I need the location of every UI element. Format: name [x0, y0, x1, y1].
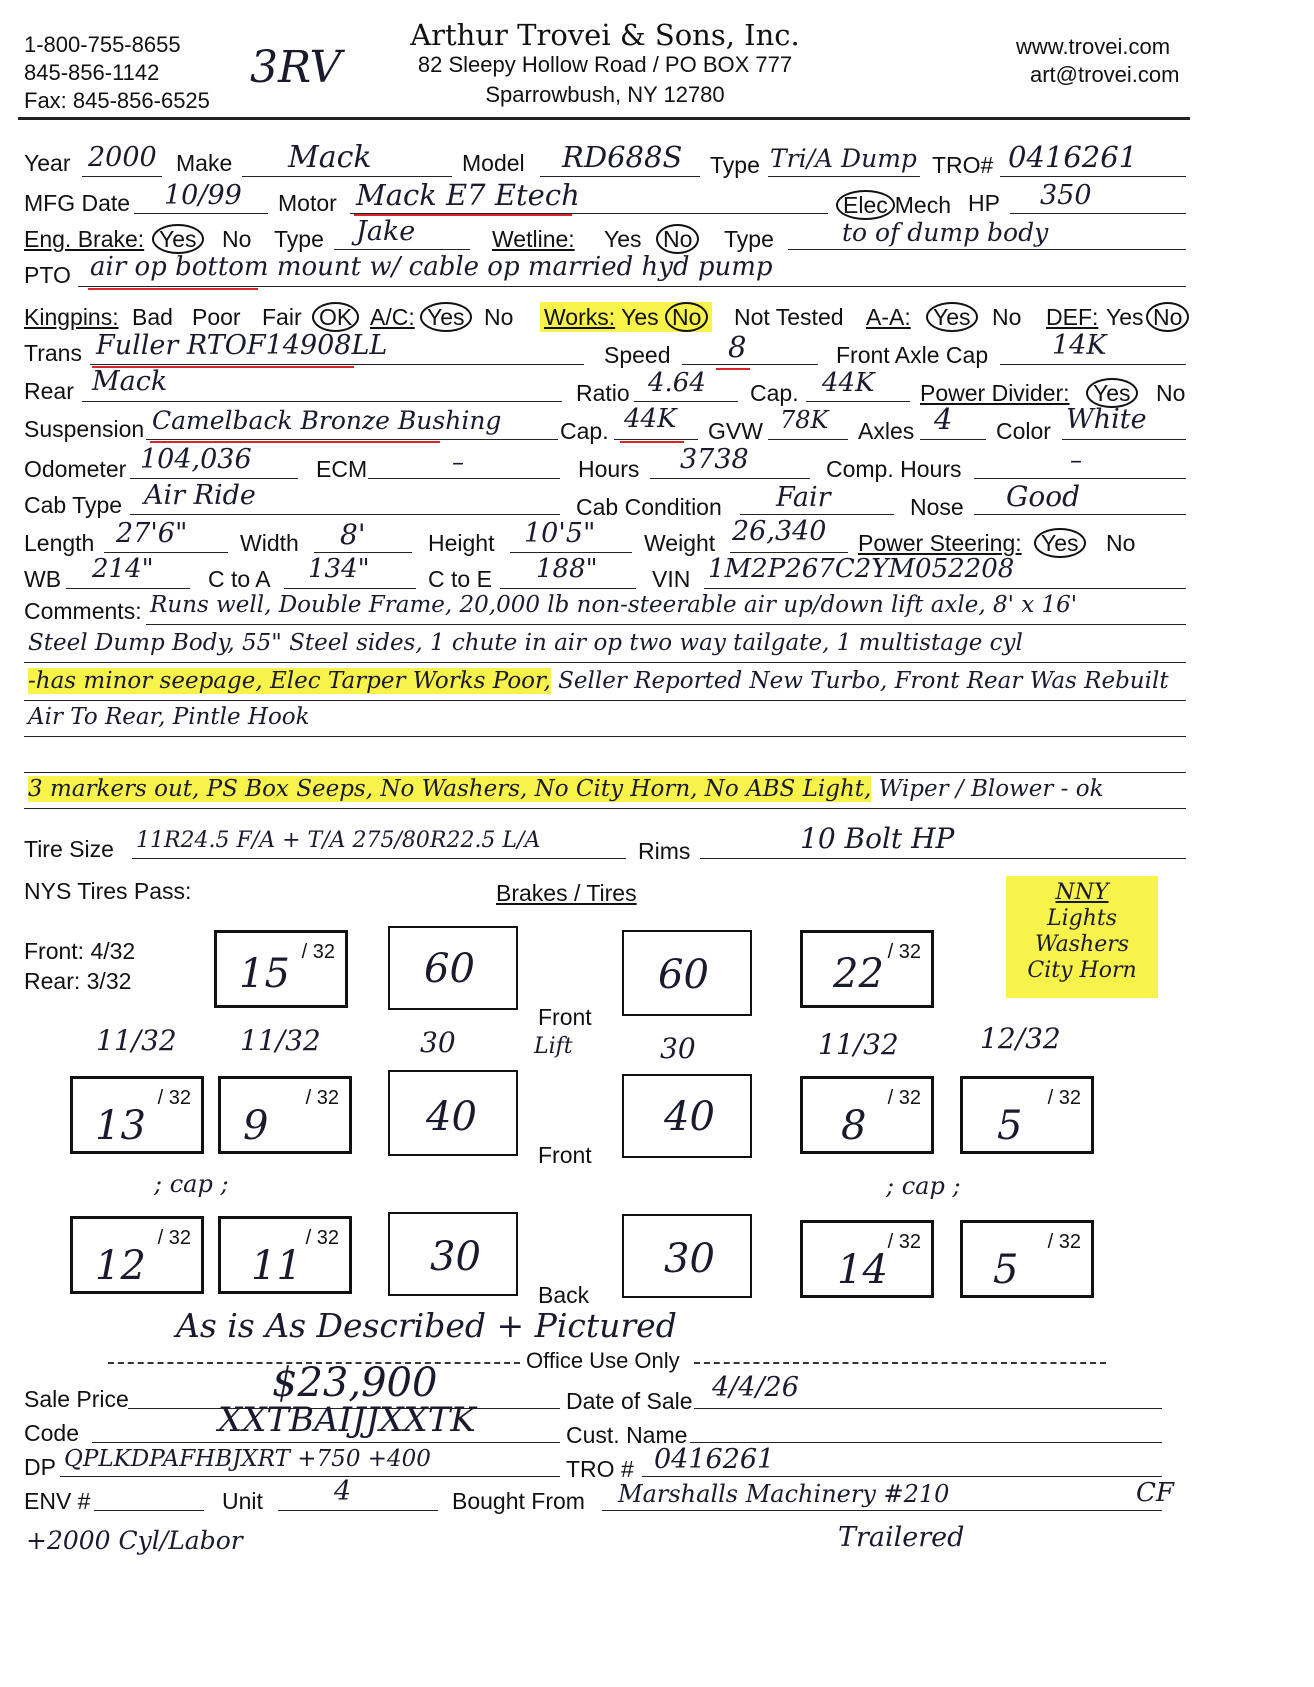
- tire-box-r3-1[interactable]: [70, 1216, 204, 1294]
- website: www.trovei.com: [1016, 34, 1171, 59]
- brake-box-r3-left[interactable]: [388, 1212, 518, 1296]
- unit-line: [278, 1510, 438, 1511]
- weight-label: Weight: [644, 530, 716, 556]
- power-steering-yes: Yes: [1034, 528, 1086, 558]
- suspension-value[interactable]: Camelback Bronze Bushing: [152, 406, 502, 435]
- ecm-label: ECM: [316, 456, 368, 482]
- susp-cap-value[interactable]: 44K: [624, 404, 677, 434]
- tire-r3-1-value: 12: [95, 1243, 146, 1289]
- wb-line: [66, 588, 190, 589]
- header-divider: [18, 117, 1190, 120]
- cap-note-left: ; cap ;: [154, 1170, 229, 1198]
- tire-box-r2-1[interactable]: [70, 1076, 204, 1154]
- tire-box-front-left[interactable]: [214, 930, 348, 1008]
- works-yes: Yes: [621, 304, 659, 330]
- wb-value[interactable]: 214": [92, 554, 154, 584]
- code-value[interactable]: XXTBAIJJXXTK: [218, 1400, 476, 1440]
- make-value[interactable]: Mack: [288, 140, 372, 175]
- code-label: Code: [24, 1420, 79, 1446]
- brake-box-r3-right[interactable]: [622, 1214, 752, 1298]
- rear-tread-requirement: Rear: 3/32: [24, 968, 132, 994]
- nys-tires-pass-label: NYS Tires Pass:: [24, 878, 192, 904]
- fraction-outer-right: 12/32: [980, 1022, 1061, 1055]
- rear-label: Rear: [24, 378, 74, 404]
- brake-front-left-value: 60: [424, 946, 475, 992]
- comment-line-3[interactable]: [28, 668, 1169, 694]
- brake-r3-left-value: 30: [430, 1234, 481, 1280]
- susp-cap-underline: [620, 441, 684, 443]
- wetline-type-value[interactable]: to of dump body: [842, 218, 1049, 247]
- kingpins-ok: OK: [312, 302, 359, 332]
- tire-front-left-value: 15: [239, 951, 290, 997]
- elec-circled: Elec: [836, 190, 895, 220]
- tire-r2-3-value: 8: [841, 1103, 867, 1149]
- per32-label: / 32: [305, 1227, 339, 1249]
- comment-3-highlight: -has minor seepage, Elec Tarper Works Poor,: [28, 668, 551, 694]
- eng-brake-label: Eng. Brake:: [24, 226, 145, 252]
- width-value[interactable]: 8': [340, 518, 366, 551]
- axles-line: [920, 439, 986, 440]
- tire-box-r3-4[interactable]: [960, 1220, 1094, 1298]
- rear-cap-label: Cap.: [750, 380, 799, 406]
- comments-line-5: [24, 772, 1186, 773]
- sale-price-label: Sale Price: [24, 1386, 129, 1412]
- elec-mech-selector[interactable]: [836, 190, 951, 220]
- kingpins-poor[interactable]: Poor: [192, 304, 241, 330]
- lift-note: Lift: [534, 1034, 573, 1059]
- comp-hours-line: [974, 478, 1186, 479]
- front-axle-cap-label: Front Axle Cap: [836, 342, 989, 368]
- nose-value[interactable]: Good: [1006, 480, 1081, 513]
- model-value[interactable]: RD688S: [562, 140, 683, 174]
- nose-label: Nose: [910, 494, 964, 520]
- nose-line: [974, 514, 1186, 515]
- tro2-value[interactable]: 0416261: [654, 1444, 775, 1475]
- def-no-circled[interactable]: [1146, 302, 1189, 332]
- susp-cap-line: [614, 439, 698, 440]
- comment-line-1[interactable]: Runs well, Double Frame, 20,000 lb non-steerable air up/down lift axle, 8' x 16': [150, 592, 1078, 618]
- comment-5-rest: Wiper / Blower - ok: [871, 776, 1104, 802]
- hp-value[interactable]: 350: [1040, 180, 1092, 211]
- comment-line-4[interactable]: Air To Rear, Pintle Hook: [28, 704, 310, 730]
- brake-r3-right-value: 30: [664, 1236, 715, 1282]
- trans-value[interactable]: Fuller RTOF14908LL: [96, 330, 388, 361]
- aa-yes: Yes: [926, 302, 978, 332]
- eng-brake-yes: Yes: [152, 224, 204, 254]
- comment-5-highlight: 3 markers out, PS Box Seeps, No Washers, No City Horn, No ABS Light,: [28, 776, 872, 802]
- cap-note-right: ; cap ;: [886, 1172, 961, 1200]
- unit-label: Unit: [222, 1488, 263, 1514]
- ac-yes-circled[interactable]: [420, 302, 472, 332]
- front-axle-cap-value[interactable]: 14K: [1052, 330, 1107, 361]
- company-address-1: 82 Sleepy Hollow Road / PO BOX 777: [417, 52, 793, 77]
- tire-box-front-right[interactable]: [800, 930, 934, 1008]
- year-line: [82, 176, 162, 177]
- mech-label: Mech: [894, 192, 951, 218]
- c-to-e-value[interactable]: 188": [536, 554, 598, 584]
- bought-from-value[interactable]: Marshalls Machinery #210: [618, 1480, 950, 1508]
- per32-label: / 32: [157, 1227, 191, 1249]
- rear-line: [82, 401, 562, 402]
- length-line: [104, 552, 228, 553]
- comments-line-2: [24, 662, 1186, 663]
- pto-label: PTO: [24, 262, 71, 288]
- rear-cap-value[interactable]: 44K: [822, 368, 875, 398]
- office-use-only-label: Office Use Only: [526, 1348, 680, 1373]
- def-no: No: [1146, 302, 1189, 332]
- gvw-line: [768, 439, 848, 440]
- wetline-no: No: [656, 224, 699, 254]
- height-label: Height: [428, 530, 495, 556]
- speed-value[interactable]: 8: [728, 330, 747, 364]
- ac-works-highlight[interactable]: [540, 302, 712, 332]
- date-of-sale-label: Date of Sale: [566, 1388, 693, 1414]
- aa-yes-circled[interactable]: [926, 302, 978, 332]
- brake-box-front-left[interactable]: [388, 926, 518, 1010]
- trans-line: [90, 364, 584, 365]
- make-line: [242, 176, 452, 177]
- aa-label: A-A:: [866, 304, 911, 330]
- hp-label: HP: [968, 190, 1000, 216]
- cab-condition-value[interactable]: Fair: [776, 482, 831, 513]
- mfg-date-value[interactable]: 10/99: [164, 180, 242, 211]
- email: art@trovei.com: [1030, 62, 1180, 87]
- footer-trailered-note: Trailered: [838, 1522, 965, 1553]
- front-label-2: Front: [538, 1142, 592, 1168]
- nny-sticky-note: [1006, 876, 1158, 998]
- per32-label: / 32: [1047, 1231, 1081, 1253]
- vin-value[interactable]: 1M2P267C2YM052208: [708, 554, 1015, 584]
- length-value[interactable]: 27'6": [116, 518, 188, 549]
- tire-r3-4-value: 5: [993, 1247, 1019, 1293]
- comments-line-6: [24, 808, 1186, 809]
- comp-hours-label: Comp. Hours: [826, 456, 962, 482]
- company-address-2: Sparrowbush, NY 12780: [485, 82, 725, 107]
- date-of-sale-value[interactable]: 4/4/26: [712, 1372, 799, 1403]
- cab-type-value[interactable]: Air Ride: [144, 480, 256, 511]
- wetline-no-circled[interactable]: [656, 224, 699, 254]
- gvw-label: GVW: [708, 418, 763, 444]
- brake-r2-right-value: 40: [664, 1094, 715, 1140]
- def-label: DEF:: [1046, 304, 1099, 330]
- company-name: Arthur Trovei & Sons, Inc.: [410, 18, 800, 52]
- rims-label: Rims: [638, 838, 691, 864]
- hp-line: [1010, 213, 1186, 214]
- rims-line: [700, 858, 1186, 859]
- nny-city-horn: City Horn: [1027, 958, 1137, 983]
- tire-size-value[interactable]: 11R24.5 F/A + T/A 275/80R22.5 L/A: [136, 828, 541, 853]
- axles-value[interactable]: 4: [934, 402, 953, 436]
- per32-label: / 32: [305, 1087, 339, 1109]
- power-steering-yes-circled[interactable]: [1034, 528, 1086, 558]
- kingpins-ok-circled[interactable]: [312, 302, 359, 332]
- axles-label: Axles: [858, 418, 915, 444]
- tire-box-r2-2[interactable]: [218, 1076, 352, 1154]
- tire-box-r2-3[interactable]: [800, 1076, 934, 1154]
- tire-r3-2-value: 11: [251, 1243, 302, 1289]
- bought-from-label: Bought From: [452, 1488, 585, 1514]
- brake-lift-right-value: 30: [660, 1032, 696, 1065]
- tire-size-label: Tire Size: [24, 836, 114, 862]
- front-tread-requirement: Front: 4/32: [24, 938, 136, 964]
- comments-line-3: [24, 700, 1186, 701]
- year-label: Year: [24, 150, 71, 176]
- wetline-type-label: Type: [724, 226, 774, 252]
- brake-lift-left-value: 30: [420, 1026, 456, 1059]
- comment-line-2[interactable]: Steel Dump Body, 55" Steel sides, 1 chute in air op two way tailgate, 1 multistage cyl: [28, 630, 1023, 656]
- phone-2: 845-856-1142: [24, 60, 160, 85]
- weight-value[interactable]: 26,340: [732, 516, 827, 547]
- eng-brake-yes-circled[interactable]: [152, 224, 204, 254]
- pto-value[interactable]: air op bottom mount w/ cable op married hyd pump: [90, 252, 773, 282]
- tro2-line: [642, 1476, 1162, 1477]
- cab-condition-line: [740, 514, 894, 515]
- ratio-line: [634, 401, 738, 402]
- works-no-circled: No: [665, 302, 708, 332]
- vin-label: VIN: [652, 566, 691, 592]
- per32-label: / 32: [301, 941, 335, 963]
- power-steering-label: Power Steering:: [858, 530, 1022, 556]
- odometer-label: Odometer: [24, 456, 127, 482]
- color-value[interactable]: White: [1066, 404, 1147, 435]
- tire-r2-2-value: 9: [243, 1103, 269, 1149]
- vin-line: [704, 588, 1186, 589]
- mfg-date-label: MFG Date: [24, 190, 131, 216]
- comment-line-5[interactable]: [28, 776, 1104, 802]
- works-label: Works:: [544, 304, 616, 330]
- dp-label: DP: [24, 1454, 56, 1480]
- kingpins-label: Kingpins:: [24, 304, 119, 330]
- comp-hours-value[interactable]: –: [1070, 446, 1082, 474]
- mfg-date-line: [134, 213, 268, 214]
- tire-r3-3-value: 14: [837, 1247, 888, 1293]
- kingpins-bad[interactable]: Bad: [132, 304, 173, 330]
- tire-front-right-value: 22: [833, 951, 884, 997]
- hours-label: Hours: [578, 456, 640, 482]
- year-value[interactable]: 2000: [88, 142, 157, 173]
- ac-yes: Yes: [420, 302, 472, 332]
- speed-label: Speed: [604, 342, 671, 368]
- motor-value[interactable]: Mack E7 Etech: [356, 178, 580, 212]
- trans-label: Trans: [24, 340, 82, 366]
- type-label: Type: [710, 152, 760, 178]
- tro2-label: TRO #: [566, 1456, 634, 1482]
- tire-r2-1-value: 13: [95, 1103, 146, 1149]
- ac-no[interactable]: No: [484, 304, 514, 330]
- pto-underline: [88, 288, 258, 290]
- odometer-value[interactable]: 104,036: [140, 444, 252, 475]
- tro-label: TRO#: [932, 152, 994, 178]
- aa-no[interactable]: No: [992, 304, 1022, 330]
- ecm-value[interactable]: –: [452, 448, 464, 476]
- wetline-yes[interactable]: Yes: [604, 226, 642, 252]
- speed-line: [682, 364, 818, 365]
- dp-value[interactable]: QPLKDPAFHBJXRT +750 +400: [64, 1446, 431, 1472]
- wetline-type-line: [788, 249, 1186, 250]
- power-divider-no[interactable]: No: [1156, 380, 1186, 406]
- odometer-line: [130, 478, 298, 479]
- tro-line: [1000, 176, 1186, 177]
- eng-brake-type-line: [334, 249, 470, 250]
- rims-value[interactable]: 10 Bolt HP: [800, 822, 955, 855]
- tro-value[interactable]: 0416261: [1008, 140, 1138, 174]
- power-divider-label: Power Divider:: [920, 380, 1070, 406]
- model-line: [540, 176, 700, 177]
- per32-label: / 32: [157, 1087, 191, 1109]
- make-label: Make: [176, 150, 233, 176]
- nny-washers: Washers: [1034, 932, 1130, 957]
- per32-label: / 32: [1047, 1087, 1081, 1109]
- power-divider-yes: Yes: [1086, 378, 1138, 408]
- brakes-tires-label: Brakes / Tires: [496, 880, 637, 906]
- length-label: Length: [24, 530, 95, 556]
- c-to-e-line: [500, 588, 636, 589]
- def-yes[interactable]: Yes: [1106, 304, 1144, 330]
- c-to-a-line: [284, 588, 416, 589]
- handwritten-code: 3RV: [250, 42, 342, 93]
- bought-from-line: [602, 1510, 1162, 1511]
- office-divider-right: [694, 1362, 1106, 1364]
- weight-line: [730, 552, 848, 553]
- width-label: Width: [240, 530, 299, 556]
- height-value[interactable]: 10'5": [524, 518, 596, 549]
- model-label: Model: [462, 150, 525, 176]
- sale-price-value[interactable]: $23,900: [272, 1360, 438, 1406]
- dp-line: [60, 1476, 560, 1477]
- brake-box-r2-left[interactable]: [388, 1070, 518, 1156]
- code-line: [92, 1442, 560, 1443]
- date-of-sale-line: [694, 1408, 1162, 1409]
- motor-label: Motor: [278, 190, 337, 216]
- per32-label: / 32: [887, 1087, 921, 1109]
- c-to-a-value[interactable]: 134": [308, 554, 370, 584]
- c-to-a-label: C to A: [208, 566, 271, 592]
- footer-cyl-labor-note: +2000 Cyl/Labor: [26, 1526, 243, 1555]
- unit-value[interactable]: 4: [334, 1476, 352, 1507]
- ecm-line: [368, 478, 560, 479]
- cab-type-label: Cab Type: [24, 492, 123, 518]
- ratio-label: Ratio: [576, 380, 630, 406]
- comment-3-rest: Seller Reported New Turbo, Front Rear Was Rebuilt: [550, 668, 1169, 694]
- rear-cap-line: [806, 401, 910, 402]
- color-line: [1062, 439, 1186, 440]
- suspension-underline: [150, 441, 440, 443]
- nny-lights: Lights: [1046, 906, 1118, 931]
- brake-box-front-right[interactable]: [622, 930, 752, 1016]
- per32-label: / 32: [887, 1231, 921, 1253]
- comments-line-4: [24, 736, 1186, 737]
- wetline-label: Wetline:: [492, 226, 575, 252]
- phone-1: 1-800-755-8655: [24, 32, 181, 57]
- c-to-e-label: C to E: [428, 566, 492, 592]
- eng-brake-type-label: Type: [274, 226, 324, 252]
- kingpins-fair[interactable]: Fair: [262, 304, 302, 330]
- env-line: [94, 1510, 204, 1511]
- brake-front-right-value: 60: [658, 952, 709, 998]
- cust-name-label: Cust. Name: [566, 1422, 688, 1448]
- tire-box-r2-4[interactable]: [960, 1076, 1094, 1154]
- suspension-label: Suspension: [24, 416, 145, 442]
- env-label: ENV #: [24, 1488, 91, 1514]
- type-line: [768, 176, 920, 177]
- cab-condition-label: Cab Condition: [576, 494, 722, 520]
- pto-line: [78, 286, 1186, 287]
- front-axle-cap-line: [1000, 364, 1186, 365]
- susp-cap-label: Cap.: [560, 418, 609, 444]
- comments-label: Comments:: [24, 598, 142, 624]
- height-line: [510, 552, 632, 553]
- hours-line: [650, 478, 810, 479]
- fraction-inner-right: 11/32: [818, 1028, 899, 1061]
- gvw-value[interactable]: 78K: [780, 406, 829, 434]
- ratio-value[interactable]: 4.64: [648, 368, 706, 398]
- fax-number: Fax: 845-856-6525: [24, 88, 210, 113]
- hours-value[interactable]: 3738: [680, 444, 749, 475]
- front-label-1: Front: [538, 1004, 592, 1030]
- brake-box-r2-right[interactable]: [622, 1074, 752, 1158]
- suspension-line: [146, 439, 558, 440]
- rear-value[interactable]: Mack: [92, 366, 168, 397]
- eng-brake-no[interactable]: No: [222, 226, 252, 252]
- speed-underline: [716, 368, 750, 370]
- comments-line-1: [146, 624, 1186, 625]
- wb-label: WB: [24, 566, 62, 592]
- cust-name-line: [690, 1442, 1162, 1443]
- brake-r2-left-value: 40: [426, 1094, 477, 1140]
- cab-type-line: [130, 514, 560, 515]
- as-is-note: As is As Described + Pictured: [176, 1306, 677, 1345]
- cf-initials: CF: [1136, 1478, 1174, 1508]
- width-line: [314, 552, 412, 553]
- fraction-inner-left: 11/32: [240, 1024, 321, 1057]
- eng-brake-type-value[interactable]: Jake: [356, 216, 416, 247]
- power-steering-no[interactable]: No: [1106, 530, 1136, 556]
- color-label: Color: [996, 418, 1051, 444]
- tire-size-line: [132, 858, 626, 859]
- back-label: Back: [538, 1282, 590, 1308]
- tire-r2-4-value: 5: [997, 1103, 1023, 1149]
- per32-label: / 32: [887, 941, 921, 963]
- ac-label: A/C:: [370, 304, 415, 330]
- nny-title: NNY: [1055, 880, 1109, 905]
- tire-box-r3-2[interactable]: [218, 1216, 352, 1294]
- fraction-outer-left: 11/32: [96, 1024, 177, 1057]
- works-not-tested[interactable]: Not Tested: [734, 304, 844, 330]
- type-value[interactable]: Tri/A Dump: [770, 144, 917, 173]
- tire-box-r3-3[interactable]: [800, 1220, 934, 1298]
